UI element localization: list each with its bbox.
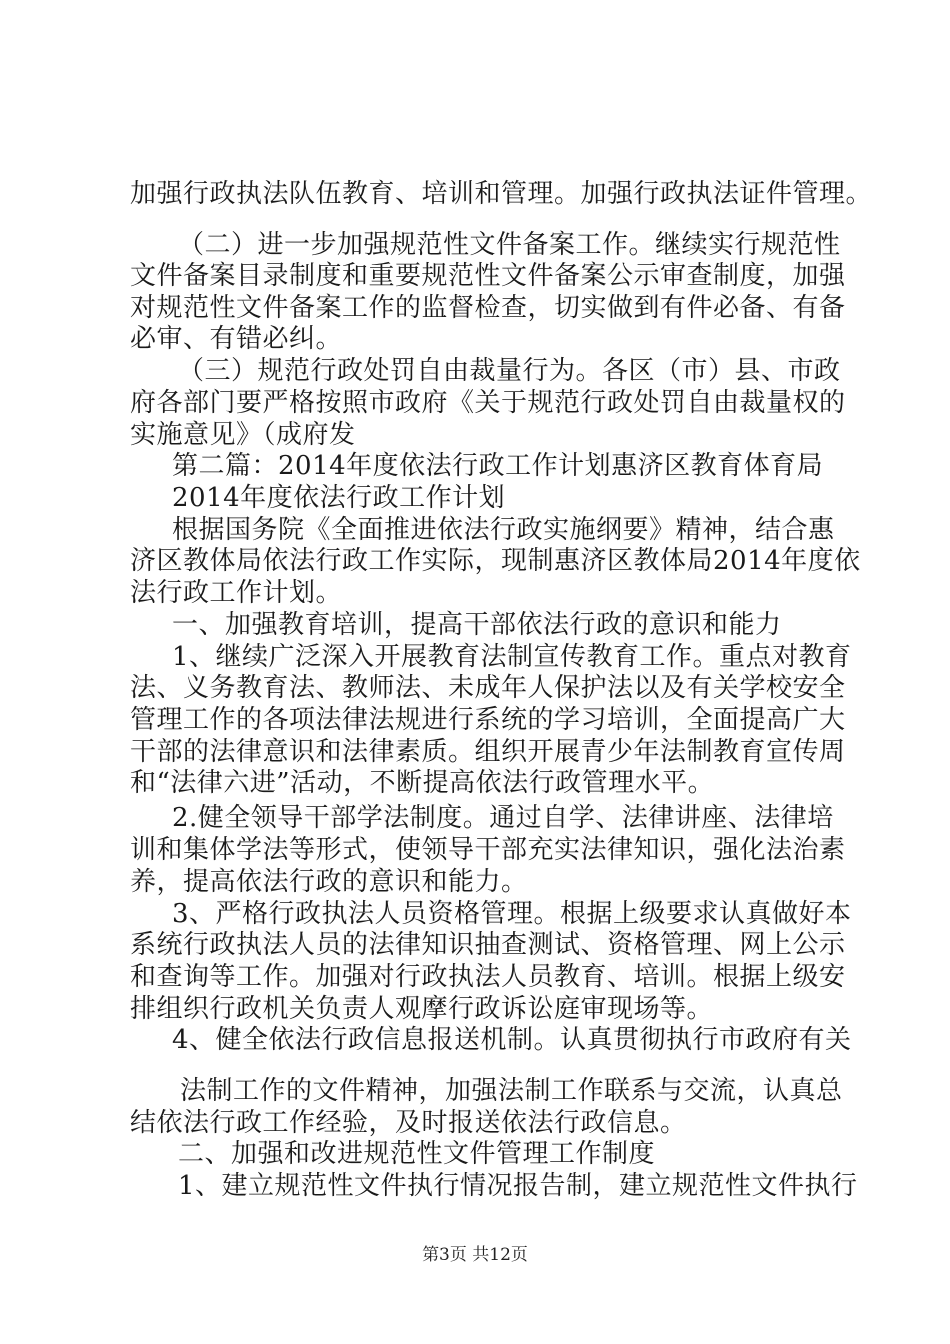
text-line: 1、继续广泛深入开展教育法制宣传教育工作。重点对教育 (172, 642, 852, 672)
text-line: 系统行政执法人员的法律知识抽查测试、资格管理、网上公示 (130, 930, 846, 960)
text-line: 对规范性文件备案工作的监督检查，切实做到有件必备、有备 (130, 293, 846, 323)
text-line: 2.健全领导干部学法制度。通过自学、法律讲座、法律培 (172, 803, 834, 833)
text-line: 结依法行政工作经验，及时报送依法行政信息。 (130, 1108, 687, 1138)
text-line: 根据国务院《全面推进依法行政实施纲要》精神，结合惠 (172, 515, 835, 545)
document-title: 2014年度依法行政工作计划 (172, 483, 506, 513)
text-line: 法、义务教育法、教师法、未成年人保护法以及有关学校安全 (130, 673, 846, 703)
text-line: 干部的法律意识和法律素质。组织开展青少年法制教育宣传周 (130, 737, 846, 767)
section-heading: 第二篇：2014年度依法行政工作计划惠济区教育体育局 (172, 451, 824, 481)
text-line: 二、加强和改进规范性文件管理工作制度 (178, 1139, 656, 1169)
page-number-label: 第3页 共12页 (422, 1245, 528, 1265)
text-line: 和“法律六进”活动，不断提高依法行政管理水平。 (130, 768, 715, 798)
text-line: 养，提高依法行政的意识和能力。 (130, 867, 528, 897)
text-line: 法制工作的文件精神，加强法制工作联系与交流，认真总 (180, 1076, 843, 1106)
text-line: 济区教体局依法行政工作实际，现制惠济区教体局2014年度依 (130, 546, 861, 576)
text-line: （二）进一步加强规范性文件备案工作。继续实行规范性 (178, 230, 841, 260)
text-line: 管理工作的各项法律法规进行系统的学习培训，全面提高广大 (130, 705, 846, 735)
text-line: 3、严格行政执法人员资格管理。根据上级要求认真做好本 (172, 899, 852, 929)
text-line: 府各部门要严格按照市政府《关于规范行政处罚自由裁量权的 (130, 388, 846, 418)
text-line: 排组织行政机关负责人观摩行政诉讼庭审现场等。 (130, 994, 714, 1024)
text-line: 训和集体学法等形式，使领导干部充实法律知识，强化法治素 (130, 835, 846, 865)
text-line: 实施意见》（成府发 (130, 420, 356, 450)
text-line: 4、健全依法行政信息报送机制。认真贯彻执行市政府有关 (172, 1025, 852, 1055)
text-line: 和查询等工作。加强对行政执法人员教育、培训。根据上级安 (130, 962, 846, 992)
page-footer (0, 1244, 950, 1266)
text-line: 法行政工作计划。 (130, 578, 343, 608)
text-line: 文件备案目录制度和重要规范性文件备案公示审查制度，加强 (130, 261, 846, 291)
text-line: 必审、有错必纠。 (130, 324, 343, 354)
text-line: 1、建立规范性文件执行情况报告制，建立规范性文件执行 (178, 1171, 858, 1201)
section-heading: 一、加强教育培训，提高干部依法行政的意识和能力 (172, 610, 782, 640)
text-line: 加强行政执法队伍教育、培训和管理。加强行政执法证件管理。 (130, 179, 873, 209)
text-line: （三）规范行政处罚自由裁量行为。各区（市）县、市政 (178, 356, 841, 386)
